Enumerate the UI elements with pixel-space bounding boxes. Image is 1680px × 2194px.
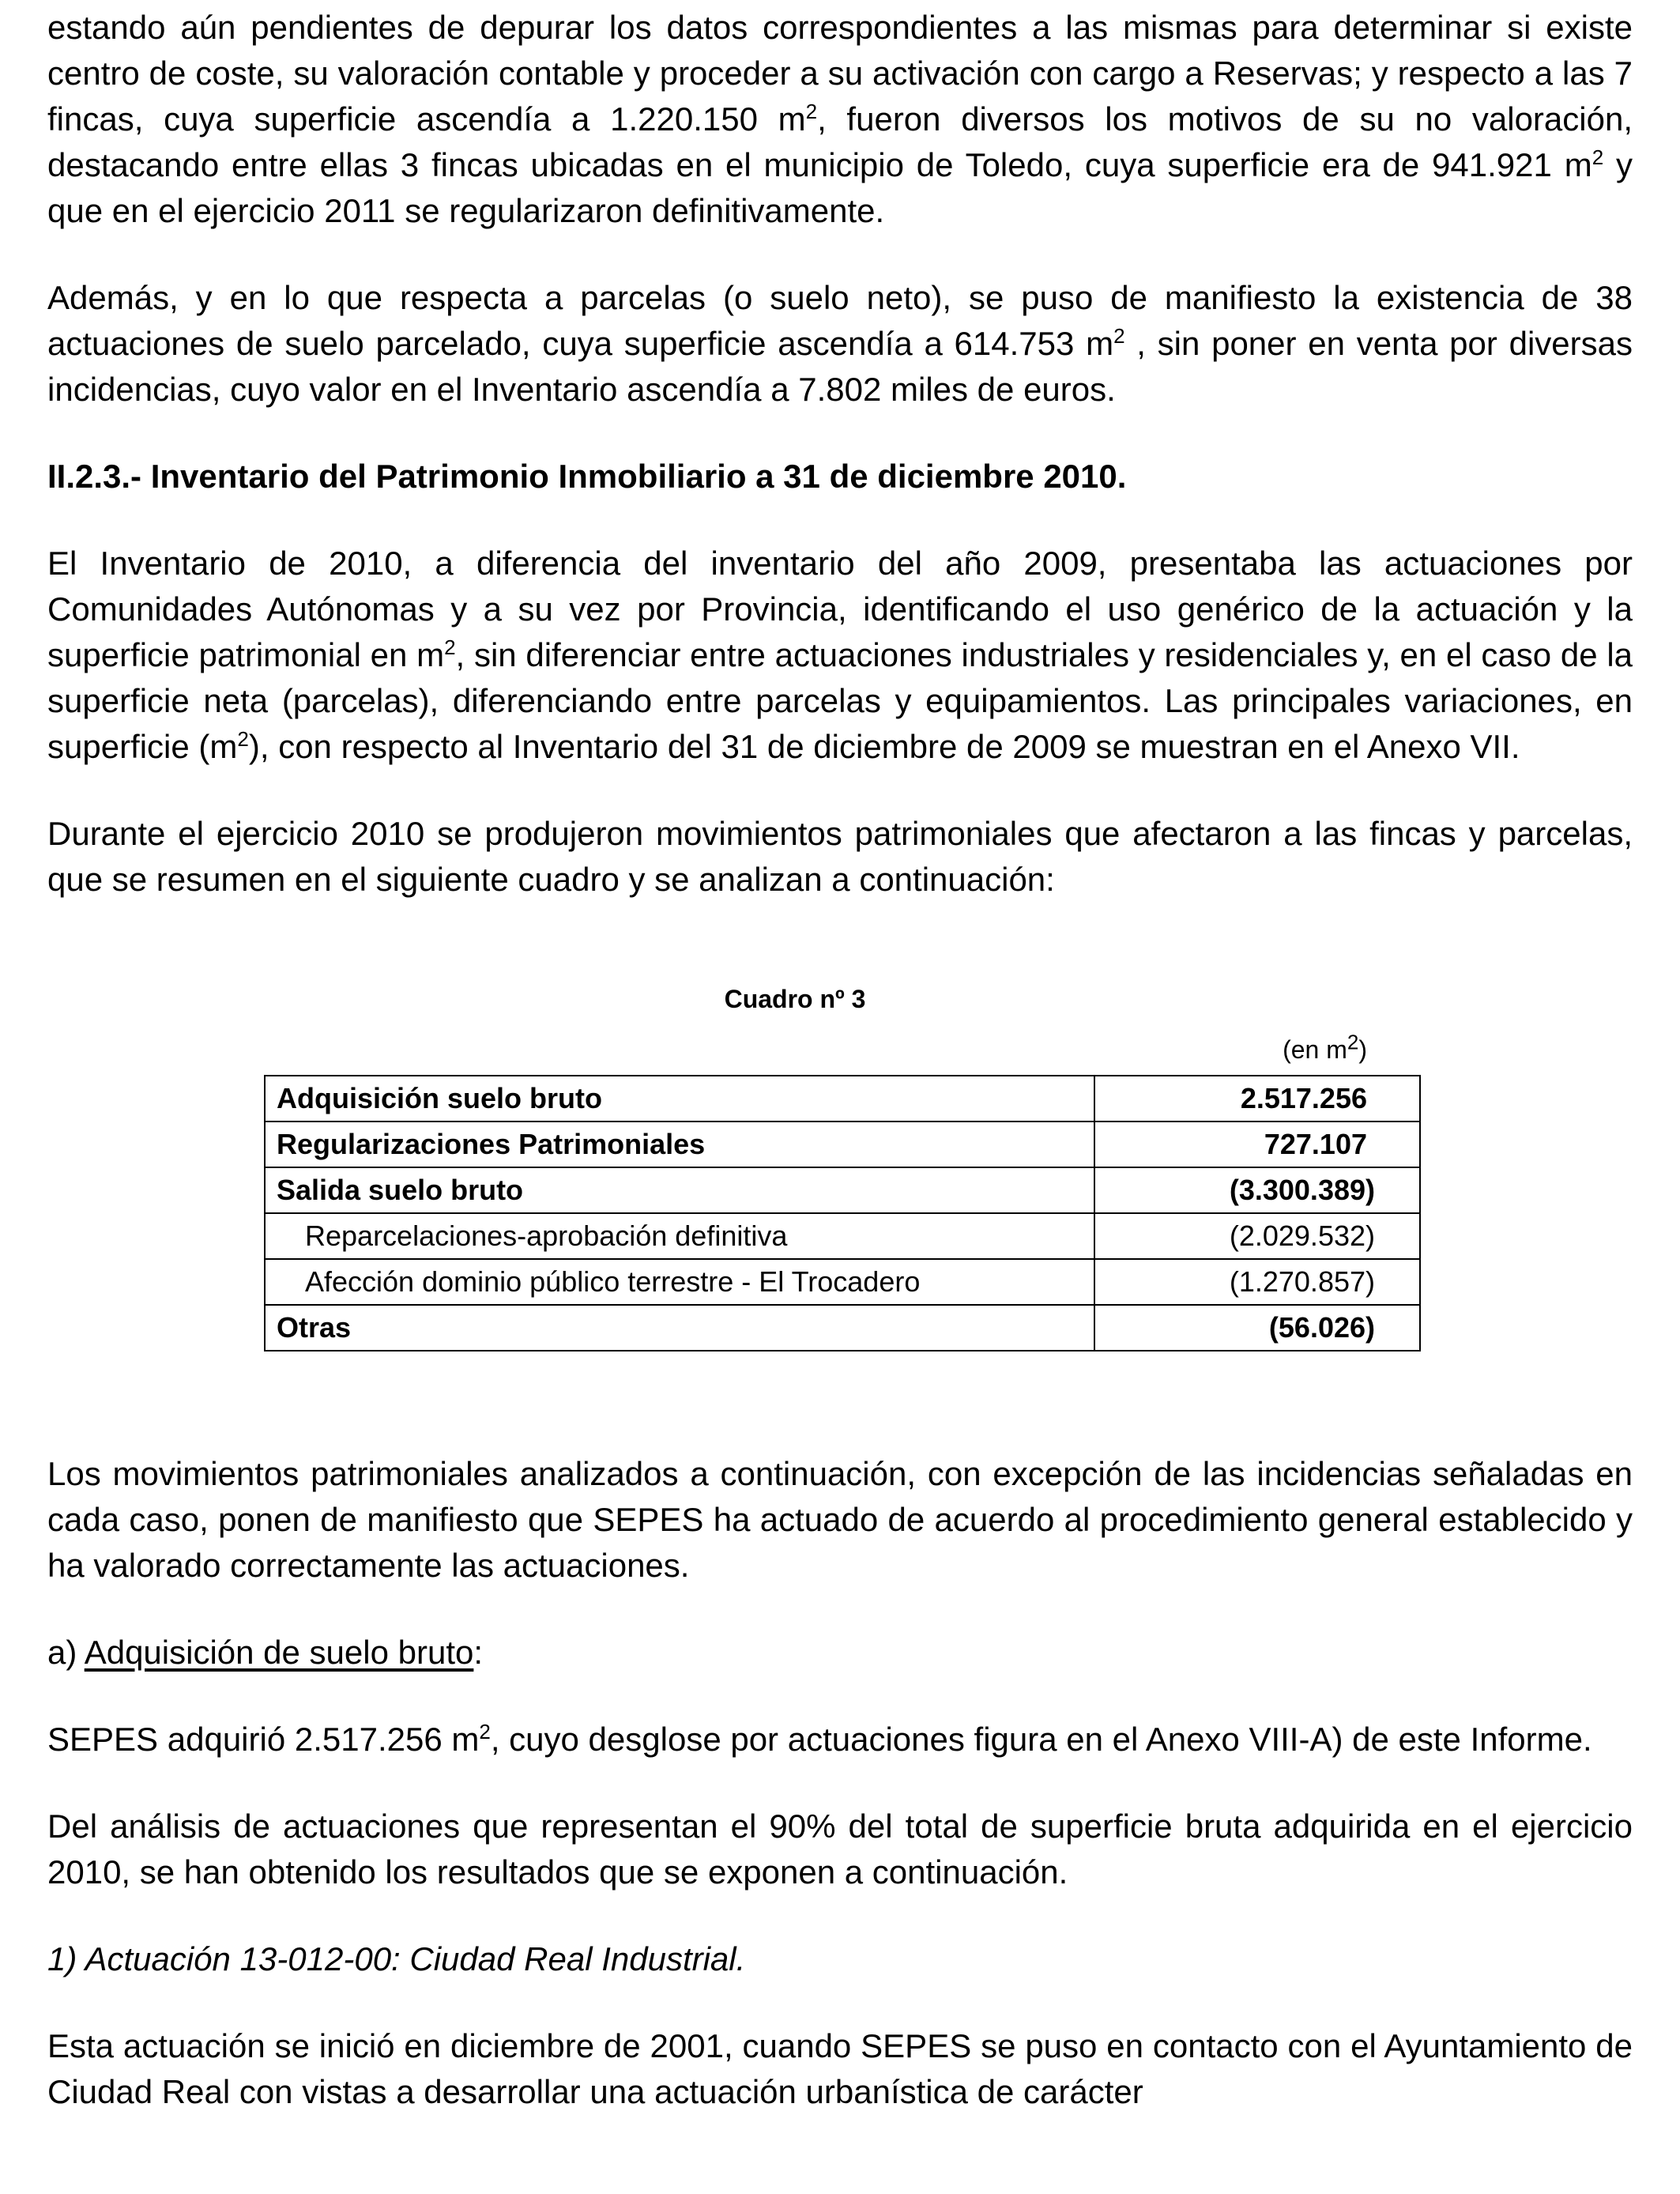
paragraph-actuacion-inicio: Esta actuación se inició en diciembre de 2001, cuando SEPES se puso en contacto con el Ayuntamiento de Ciudad Real con vistas a desarrollar una actuación urbanística de carácter (47, 2027, 1633, 2110)
paragraph-fincas-pendientes: estando aún pendientes de depurar los datos correspondientes a las mismas para determinar si existe centro de coste, su valoración contable y proceder a su activación con cargo a Reservas; y respecto a las 7 fincas, cuya superficie ascendía a 1.220.150 $m^2$, fueron diversos los motivos de su no valoración, destacando entre ellas 3 fincas ubicadas en el municipio de Toledo, cuya superficie era de 941.921 $m^2$ y que en el ejercicio 2011 se regularizaron definitivamente. (47, 9, 1633, 229)
table-row (265, 1167, 1420, 1213)
paragraph-analisis: Del análisis de actuaciones que representan el 90% del total de superficie bruta adquirida en el ejercicio 2010, se han obtenido los resultados que se exponen a continuación. (47, 1808, 1633, 1891)
paragraph-parcelas: Además, y en lo que respecta a parcelas (o suelo neto), se puso de manifiesto la existencia de 38 actuaciones de suelo parcelado, cuya superficie ascendía a 614.753 $m^2$ , sin poner en venta por diversas incidencias, cuyo valor en el Inventario ascendía a 7.802 miles de euros. (47, 279, 1633, 408)
paragraph-movimientos-analizados: Los movimientos patrimoniales analizados a continuación, con excepción de las incidencias señaladas en cada caso, ponen de manifiesto que SEPES ha actuado de acuerdo al procedimiento general establecido y ha valorado correctamente las actuaciones. (47, 1455, 1633, 1584)
table-row (265, 1259, 1420, 1305)
table-row (265, 1076, 1420, 1122)
table-title: Cuadro nº 3 (724, 985, 866, 1013)
row-value: (2.029.532) (1094, 1213, 1420, 1259)
row-label: Regularizaciones Patrimoniales (265, 1122, 1094, 1167)
row-value: (1.270.857) (1094, 1259, 1420, 1305)
row-label: Afección dominio público terrestre - El Trocadero (265, 1259, 1094, 1305)
row-label: Adquisición suelo bruto (265, 1076, 1094, 1122)
table-row (265, 1213, 1420, 1259)
row-value: (3.300.389) (1094, 1167, 1420, 1213)
row-value: 727.107 (1094, 1122, 1420, 1167)
table-row (265, 1305, 1420, 1351)
paragraph-sepes-adquirio: SEPES adquirió 2.517.256 $m^2$, cuyo desglose por actuaciones figura en el Anexo VIII-A) de este Informe. (47, 1720, 1592, 1758)
table-units: (en $m^2$) (1283, 1030, 1367, 1064)
section-heading: II.2.3.- Inventario del Patrimonio Inmobiliario a 31 de diciembre 2010. (47, 458, 1127, 495)
actuacion-heading: 1) Actuación 13-012-00: Ciudad Real Industrial. (47, 1940, 746, 1977)
subsection-a: a) Adquisición de suelo bruto: (47, 1634, 484, 1671)
row-label: Otras (265, 1305, 1094, 1351)
document-page-lower (47, 1451, 1633, 2115)
movimientos-table (264, 1075, 1421, 1351)
document-page (47, 5, 1633, 903)
row-value: 2.517.256 (1094, 1076, 1420, 1122)
paragraph-inventario-2010: El Inventario de 2010, a diferencia del inventario del año 2009, presentaba las actuaciones por Comunidades Autónomas y a su vez por Provincia, identificando el uso genérico de la actuación y la superficie patrimonial en $m^2$, sin diferenciar entre actuaciones industriales y residenciales y, en el caso de la superficie neta (parcelas), diferenciando entre parcelas y equipamientos. Las principales variaciones, en superficie $(m^2)$, con respecto al Inventario del 31 de diciembre de 2009 se muestran en el Anexo VII. (47, 545, 1633, 765)
row-value: (56.026) (1094, 1305, 1420, 1351)
row-label: Reparcelaciones-aprobación definitiva (265, 1213, 1094, 1259)
table-row (265, 1122, 1420, 1167)
row-label: Salida suelo bruto (265, 1167, 1094, 1213)
paragraph-movimientos-intro: Durante el ejercicio 2010 se produjeron movimientos patrimoniales que afectaron a las fincas y parcelas, que se resumen en el siguiente cuadro y se analizan a continuación: (47, 815, 1633, 898)
